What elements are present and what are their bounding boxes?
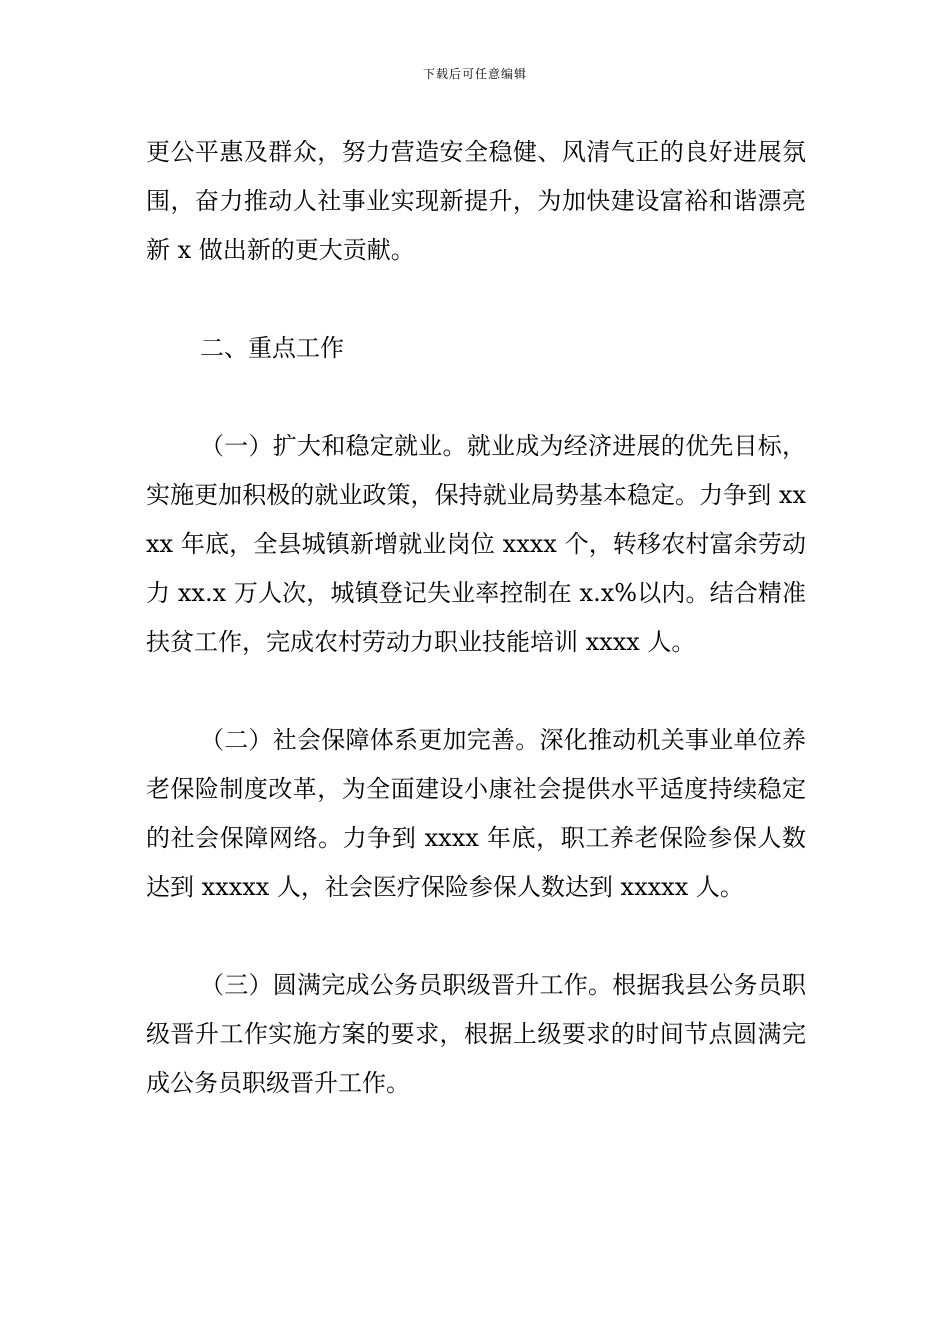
document-body	[146, 128, 806, 1108]
paragraph-continuation: 更公平惠及群众，努力营造安全稳健、风清气正的良好进展氛围，奋力推动人社事业实现新提升，为加快建设富裕和谐漂亮新 x 做出新的更大贡献。	[146, 138, 806, 264]
paragraph-civil-servant: （三）圆满完成公务员职级晋升工作。根据我县公务员职级晋升工作实施方案的要求，根据上级要求的时间节点圆满完成公务员职级晋升工作。	[146, 971, 806, 1097]
paragraph-gap	[146, 667, 806, 716]
paragraph-gap	[146, 373, 806, 422]
paragraph-employment: （一）扩大和稳定就业。就业成为经济进展的优先目标，实施更加积极的就业政策，保持就业局势基本稳定。力争到 xxxx 年底，全县城镇新增就业岗位 xxxx 个，转移农村富余劳动力 xx.x 万人次，城镇登记失业率控制在 x.x%以内。结合精准扶贫工作，完成农村劳动力职业技能培训 xxxx 人。	[146, 432, 806, 656]
paragraph-social-security: （二）社会保障体系更加完善。深化推动机关事业单位养老保险制度改革，为全面建设小康社会提供水平适度持续稳定的社会保障网络。力争到 xxxx 年底，职工养老保险参保人数达到 xxxxx 人，社会医疗保险参保人数达到 xxxxx 人。	[146, 726, 806, 901]
section-heading: 二、重点工作	[200, 334, 344, 362]
paragraph-gap	[146, 275, 806, 324]
page-header-note: 下载后可任意编辑	[422, 67, 527, 81]
paragraph-gap	[146, 912, 806, 961]
